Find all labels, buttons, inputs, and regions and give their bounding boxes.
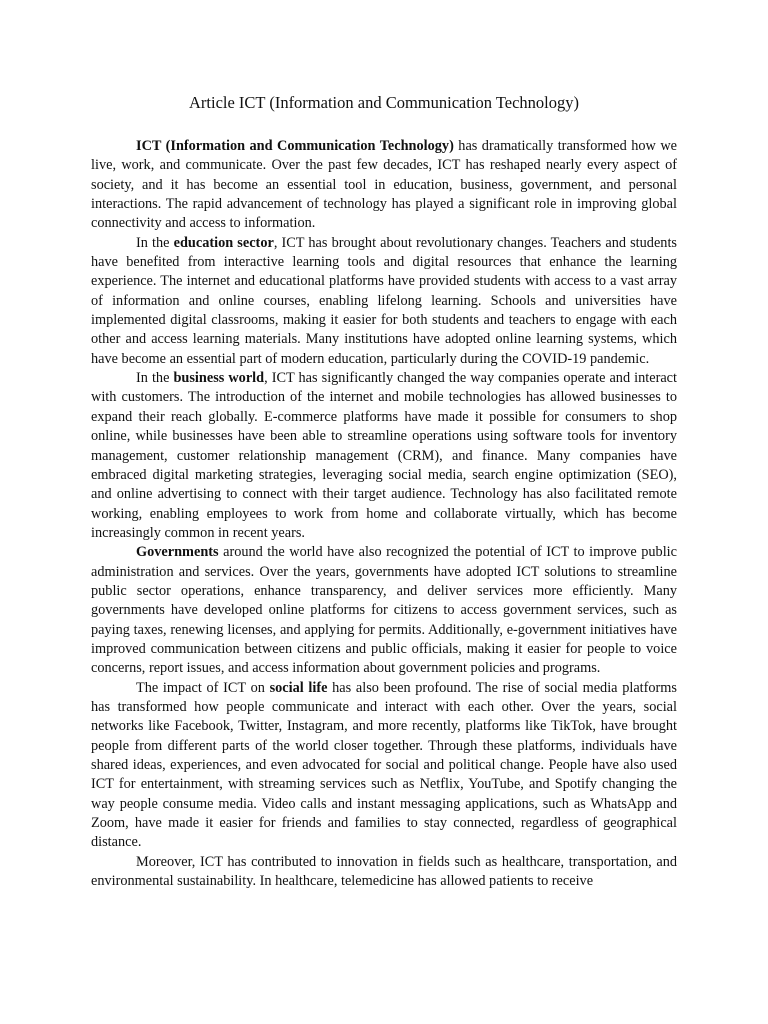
paragraph-lead: In the — [136, 370, 174, 387]
paragraph-intro — [91, 137, 677, 234]
paragraph-bold-term: social life — [269, 679, 328, 696]
paragraph-bold-term: business world — [173, 370, 265, 387]
paragraph-governments — [91, 543, 677, 678]
paragraph-business — [91, 369, 677, 543]
paragraph-text: , ICT has brought about revolutionary changes. Teachers and students have benefited from interactive learning tools and digital resources that enhance the learning experience. The internet and educational platforms have provided students with access to a vast array of information and online courses, enabling lifelong learning. Schools and universities have implemented digital classrooms, making it easier for both students and teachers to engage with each other and access learning materials. Many institutions have adopted online learning systems, which have become an essential part of modern education, particularly during the COVID-19 pandemic. — [91, 234, 677, 367]
paragraph-bold-term: education sector — [173, 234, 274, 251]
document-title: Article ICT (Information and Communication Technology) — [188, 93, 580, 112]
paragraph-innovation — [91, 853, 677, 892]
paragraph-education — [91, 234, 677, 369]
paragraph-text: has also been profound. The rise of social media platforms has transformed how people communicate and interact with each other. Over the years, social networks like Facebook, Twitter, Instagram, and more recently, platforms like TikTok, have brought people from different parts of the world closer together. Through these platforms, individuals have shared ideas, experiences, and even advocated for social and political change. People have also used ICT for entertainment, with streaming services such as Netflix, YouTube, and Spotify changing the way people consume media. Video calls and instant messaging applications, such as WhatsApp and Zoom, have made it easier for friends and families to stay connected, regardless of geographical distance. — [91, 679, 677, 851]
paragraph-lead: In the — [136, 234, 174, 251]
paragraph-lead: Moreover, ICT has contributed to innovation in fields such as healthcare, transportation, and environmental sustainability. In healthcare, telemedicine has allowed patients to receive — [91, 853, 677, 890]
paragraph-bold-term: Governments — [136, 544, 219, 561]
paragraph-text: has dramatically transformed how we live, work, and communicate. Over the past few decades, ICT has reshaped nearly every aspect of society, and it has become an essential tool in education, business, government, and personal interactions. The rapid advancement of technology has played a significant role in improving global connectivity and access to information. — [91, 138, 677, 232]
paragraph-bold-term: ICT (Information and Communication Technology) — [136, 138, 454, 154]
paragraph-text: around the world have also recognized the potential of ICT to improve public administration and services. Over the years, governments have adopted ICT solutions to streamline public sector operations, enhance transparency, and deliver services more efficiently. Many governments have developed online platforms for citizens to access government services, such as paying taxes, renewing licenses, and applying for permits. Additionally, e-government initiatives have improved communication between citizens and public officials, making it easier for people to voice concerns, report issues, and access information about government policies and programs. — [91, 544, 677, 677]
document-body — [91, 137, 677, 891]
paragraph-lead: The impact of ICT on — [136, 679, 270, 696]
paragraph-text: , ICT has significantly changed the way companies operate and interact with customers. The introduction of the internet and mobile technologies has allowed businesses to expand their reach globally. E-commerce platforms have made it possible for consumers to shop online, while businesses have been able to streamline operations using software tools for inventory management, customer relationship management (CRM), and finance. Many companies have embraced digital marketing strategies, leveraging social media, search engine optimization (SEO), and online advertising to connect with their target audience. Technology has also facilitated remote working, enabling employees to work from home and collaborate virtually, which has become increasingly common in recent years. — [91, 370, 677, 541]
paragraph-social-life — [91, 679, 677, 853]
